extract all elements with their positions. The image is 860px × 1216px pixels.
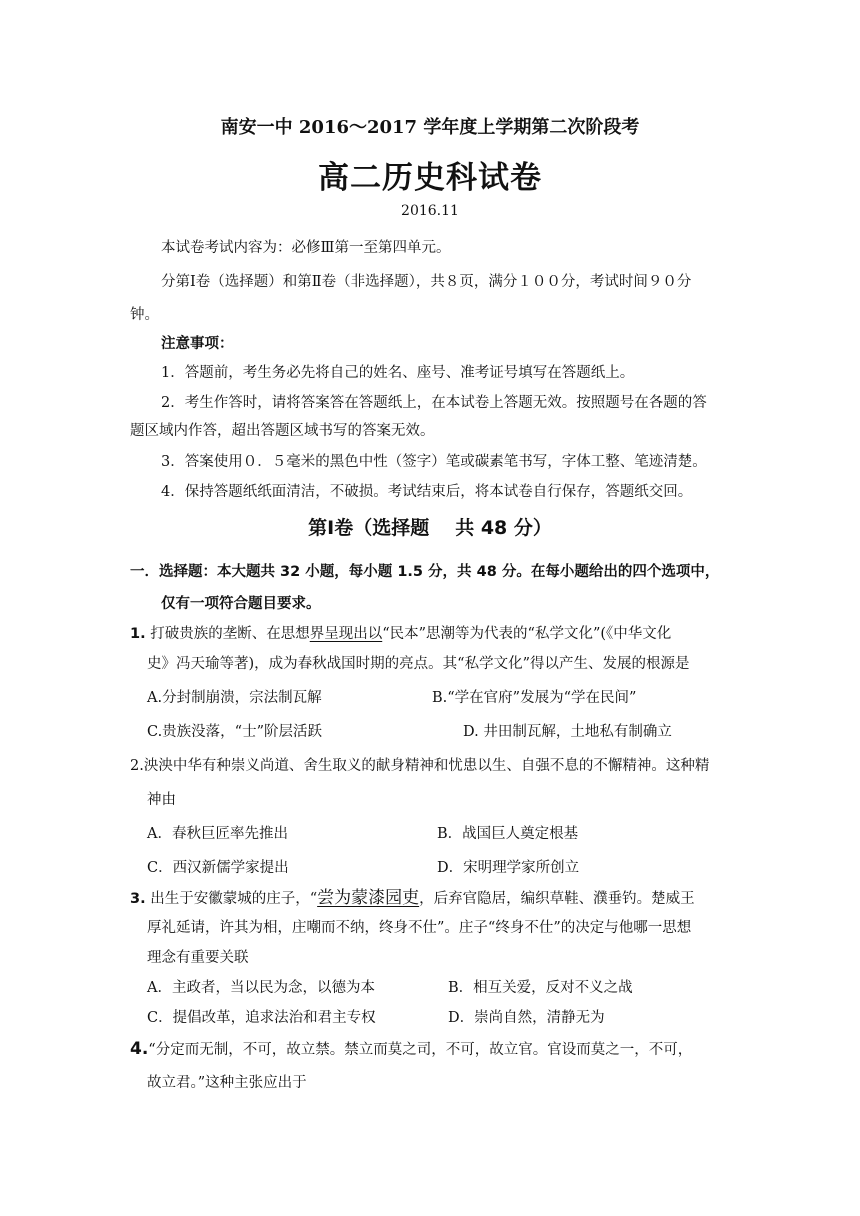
question-1-option-b: B.“学在官府”发展为“学在民间” xyxy=(432,690,637,706)
note-2-line1: 2．考生作答时，请将答案答在答题纸上，在本试卷上答题无效。按照题号在各题的答 xyxy=(161,395,707,411)
question-1-option-d: D. 井田制瓦解，土地私有制确立 xyxy=(463,724,672,740)
question-3-text: 出生于安徽蒙城的庄子，“ xyxy=(150,891,318,907)
section-title-part: 第Ⅰ卷（选择题 xyxy=(308,517,430,539)
question-2-line2: 神由 xyxy=(147,792,176,808)
question-4-number: 4. xyxy=(130,1039,149,1059)
question-3-number: 3. xyxy=(130,891,146,907)
question-2-option-d: D．宋明理学家所创立 xyxy=(437,860,580,876)
section-title-score: 共 48 分） xyxy=(455,517,552,539)
question-1-line1 xyxy=(130,622,671,643)
question-3-option-a: A．主政者，当以民为念，以德为本 xyxy=(147,980,375,996)
question-1-text-cont: “民本”思潮等为代表的“私学文化”(《中华文化 xyxy=(382,626,672,642)
exam-structure-line1: 分第Ⅰ卷（选择题）和第Ⅱ卷（非选择题），共８页，满分１００分，考试时间９０分 xyxy=(161,274,692,290)
section-title xyxy=(0,513,860,540)
question-2-option-b: B．战国巨人奠定根基 xyxy=(437,826,579,842)
question-3-line1 xyxy=(130,883,695,908)
notes-title: 注意事项： xyxy=(161,335,234,352)
question-1-text: 打破贵族的垄断、在思想 xyxy=(150,626,310,642)
school-exam-line: 南安一中 2016～2017 学年度上学期第二次阶段考 xyxy=(220,117,640,138)
question-1-line2: 史》冯天瑜等著)，成为春秋战国时期的亮点。其“私学文化”得以产生、发展的根源是 xyxy=(147,656,690,672)
section-instructions-line2: 仅有一项符合题目要求。 xyxy=(161,596,321,612)
question-3-option-c: C．提倡改革，追求法治和君主专权 xyxy=(147,1010,376,1026)
exam-structure-line2: 钟。 xyxy=(130,307,159,323)
question-2-option-a: A．春秋巨匠率先推出 xyxy=(147,826,288,842)
question-4-line2: 故立君。”这种主张应出于 xyxy=(147,1075,307,1091)
question-1-underlined: 界呈现出以 xyxy=(309,626,383,642)
question-1-number: 1. xyxy=(130,626,146,642)
question-1-option-a: A.分封制崩溃，宗法制瓦解 xyxy=(147,690,322,706)
question-3-text-cont: ，后弃官隐居，编织草鞋、濮垂钓。楚威王 xyxy=(419,891,695,907)
note-3: 3．答案使用０．５毫米的黑色中性（签字）笔或碳素笔书写，字体工整、笔迹清楚。 xyxy=(161,454,707,470)
question-3-option-d: D．崇尚自然，清静无为 xyxy=(448,1010,605,1026)
question-3-option-b: B．相互关爱，反对不义之战 xyxy=(448,980,633,996)
question-1-option-c: C.贵族没落，“士”阶层活跃 xyxy=(147,724,323,740)
question-2-line1: 2.泱泱中华有种崇义尚道、舍生取义的献身精神和忧患以生、自强不息的不懈精神。这种精 xyxy=(130,758,710,774)
exam-date: 2016.11 xyxy=(401,203,459,219)
question-4-line1 xyxy=(130,1038,692,1059)
question-3-line3: 理念有重要关联 xyxy=(147,950,249,966)
question-3-underlined: 尝为蒙漆园吏 xyxy=(317,888,420,908)
exam-scope: 本试卷考试内容为：必修Ⅲ第一至第四单元。 xyxy=(161,240,451,256)
note-4: 4．保持答题纸纸面清洁，不破损。考试结束后，将本试卷自行保存，答题纸交回。 xyxy=(161,484,693,500)
exam-title: 高二历史科试卷 xyxy=(318,160,542,196)
section-instructions-line1: 一．选择题：本大题共 32 小题，每小题 1.5 分，共 48 分。在每小题给出的四个选项中， xyxy=(130,564,720,580)
question-2-option-c: C．西汉新儒学家提出 xyxy=(147,860,289,876)
note-1: 1．答题前，考生务必先将自己的姓名、座号、准考证号填写在答题纸上。 xyxy=(161,365,635,381)
question-3-line2: 厚礼延请，许其为相，庄嘲而不纳，终身不仕”。庄子“终身不仕”的决定与他哪一思想 xyxy=(147,920,692,936)
question-4-text: “分定而无制，不可，故立禁。禁立而莫之司，不可，故立官。官设而莫之一，不可， xyxy=(148,1042,693,1058)
note-2-line2: 题区域内作答，超出答题区域书写的答案无效。 xyxy=(130,423,435,439)
